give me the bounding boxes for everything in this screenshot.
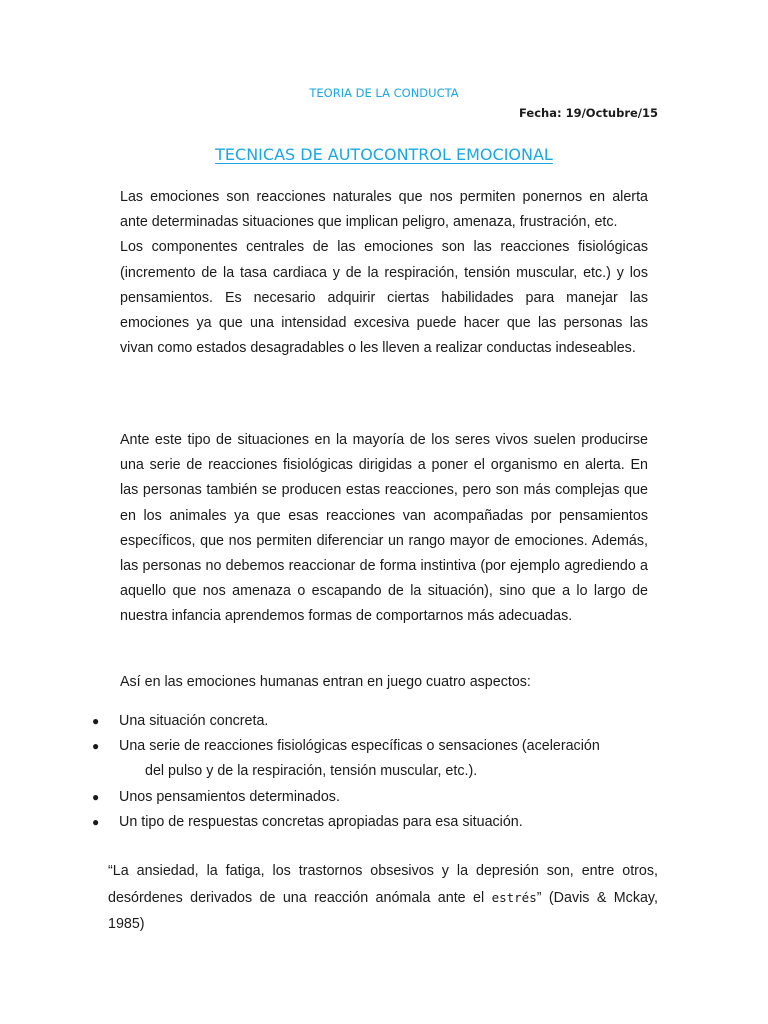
list-item — [92, 785, 638, 810]
list-item — [92, 734, 638, 784]
citation-quote — [108, 858, 658, 938]
aspects-list — [0, 709, 768, 835]
bullet-icon: ● — [92, 814, 100, 829]
list-item-text: Un tipo de respuestas concretas apropiadas para esa situación. — [119, 813, 523, 830]
bullet-icon: ● — [92, 789, 100, 804]
quote-text-end: ” (Davis & Mckay, 1985) — [108, 889, 658, 932]
paragraph-emotions-definition: Las emociones son reacciones naturales que nos permiten ponernos en alerta ante determinadas situaciones que implican peligro, amenaza, frustración, etc. — [120, 189, 648, 231]
list-item — [92, 709, 638, 734]
list-item-continuation: del pulso y de la respiración, tensión muscular, etc.). — [145, 763, 478, 780]
paragraph-physiological-reactions: Ante este tipo de situaciones en la mayoría de los seres vivos suelen producirse una serie de reacciones fisiológicas dirigidas a poner el organismo en alerta. En las personas también se producen estas reacciones, pero son más complejas que en los animales ya que esas reacciones van acompañadas por pensamientos específicos, que nos permiten diferenciar un rango mayor de emociones. Además, las personas no debemos reaccionar de forma instintiva (por ejemplo agrediendo a aquello que nos amenaza o escapando de la situación), sino que a lo largo de nuestra infancia aprendemos formas de comportarnos más adecuadas. — [120, 432, 648, 625]
date-label: Fecha: 19/Octubre/15 — [519, 106, 658, 120]
intro-block — [120, 185, 648, 361]
physiology-block — [120, 428, 648, 630]
list-item-text: Una serie de reacciones fisiológicas específicas o sensaciones (aceleración — [119, 738, 600, 755]
list-item — [92, 810, 638, 835]
list-item-text: Una situación concreta. — [119, 713, 269, 729]
quote-text-start: “La ansiedad, la fatiga, los trastornos obsesivos y la depresión son, entre otros, desórdenes derivados de una reacción anómala ante el — [108, 863, 658, 906]
paragraph-emotion-components: Los componentes centrales de las emociones son las reacciones fisiológicas (incremento de la tasa cardiaca y de la respiración, tensión muscular, etc.) y los pensamientos. Es necesario adquirir ciertas habilidades para manejar las emociones ya que una intensidad excesiva puede hacer que las personas las vivan como estados desagradables o les lleven a realizar conductas indeseables. — [120, 239, 648, 357]
course-title: TEORIA DE LA CONDUCTA — [309, 86, 459, 100]
quote-term: estrés — [491, 889, 537, 905]
document-title: TECNICAS DE AUTOCONTROL EMOCIONAL — [215, 145, 553, 164]
paragraph-four-aspects: Así en las emociones humanas entran en juego cuatro aspectos: — [120, 674, 531, 690]
aspects-intro-block — [120, 670, 648, 695]
list-item-text: Unos pensamientos determinados. — [119, 788, 340, 805]
bullet-icon: ● — [92, 739, 100, 754]
bullet-icon: ● — [92, 714, 100, 728]
